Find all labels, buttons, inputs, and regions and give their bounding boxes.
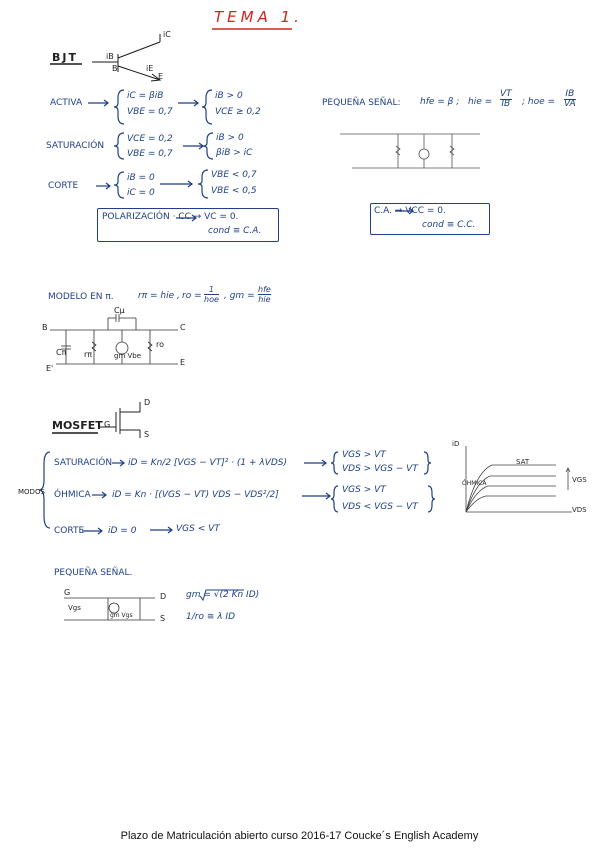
pi-r-pi: rπ — [84, 350, 93, 359]
mosfet-pin-d: D — [144, 398, 151, 407]
activa-label: ACTIVA — [50, 98, 83, 108]
corte-cond2: iC = 0 — [127, 188, 155, 198]
mosfet-heading: MOSFET — [52, 419, 103, 432]
page-title: TEMA 1. — [214, 8, 303, 26]
bjt-pin-b: B — [112, 64, 118, 73]
hoe-fraction — [564, 90, 576, 109]
gm-prefix: , gm = — [224, 291, 255, 301]
pi-node-e: E — [180, 358, 186, 367]
hfe-eq: hfe = β ; — [420, 97, 460, 107]
bjt-pin-ib: iB — [106, 52, 114, 61]
hoe-prefix: ; hoe = — [522, 97, 556, 107]
mos-ss-node-g: G — [64, 588, 71, 597]
iv-graph-x-label: VDS — [572, 506, 587, 514]
corte-label: CORTE — [48, 181, 79, 191]
bjt-heading: BJT — [52, 51, 78, 64]
ro-den: hoe — [204, 295, 219, 304]
corte-res2: VBE < 0,5 — [211, 186, 257, 196]
pi-r-o: ro — [156, 340, 165, 349]
mos-ss-vgs: Vgs — [68, 604, 81, 612]
hie-den: IB — [501, 99, 511, 109]
hoe-num: IB — [565, 89, 575, 99]
mos-sat-cond1: VGS > VT — [342, 450, 386, 460]
mos-sat-eq: iD = Kn/2 [VGS − VT]² · (1 + λVDS) — [128, 458, 288, 468]
iv-graph-vgs-label: VGS — [572, 476, 587, 484]
iv-graph-sat-label: SAT — [516, 458, 530, 466]
bjt-pin-e: E — [158, 72, 164, 81]
mos-ohm-cond1: VGS > VT — [342, 485, 386, 495]
mos-small-signal-heading: PEQUEÑA SEÑAL. — [54, 568, 133, 578]
mosfet-iv-graph — [466, 446, 572, 512]
saturacion-cond1: VCE = 0,2 — [127, 134, 173, 144]
corte-res1: VBE < 0,7 — [211, 170, 257, 180]
bjt-symbol — [92, 34, 160, 81]
bjt-small-signal-circuit — [340, 134, 480, 168]
pi-node-e2: E' — [46, 364, 54, 373]
pi-node-c: C — [180, 323, 186, 332]
polarizacion-line2: cond ≡ C.A. — [208, 226, 262, 236]
hie-fraction — [500, 90, 512, 109]
pi-c-pi: Cπ — [56, 348, 67, 357]
mos-sat-label: SATURACIÓN — [54, 458, 113, 468]
pi-gm-vbe: gm Vbe — [114, 352, 142, 360]
pi-eq1: rπ = hie , — [138, 291, 180, 301]
corte-cond1: iB = 0 — [127, 173, 155, 183]
saturacion-cond2: VBE = 0,7 — [127, 149, 173, 159]
polarizacion-line1: POLARIZACIÓN · CC → VC = 0. — [102, 212, 239, 222]
activa-cond2: VBE = 0,7 — [127, 107, 173, 117]
saturacion-res2: βiB > iC — [216, 148, 253, 158]
mos-corte-eq: iD = 0 — [108, 526, 137, 536]
ro-num: 1 — [204, 285, 219, 295]
mos-ss-source: gm Vgs — [110, 612, 133, 619]
mos-corte-label: CORTE — [54, 526, 85, 536]
mos-ohm-eq: iD = Kn · [(VGS − VT) VDS − VDS²/2] — [112, 490, 279, 500]
activa-res2: VCE ≥ 0,2 — [215, 107, 261, 117]
mosfet-pin-g: G — [104, 420, 111, 429]
hie-num: VT — [500, 89, 512, 99]
mos-corte-cond: VGS < VT — [176, 524, 220, 534]
mos-ohm-cond2: VDS < VGS − VT — [342, 502, 418, 512]
mos-ss-node-d: D — [160, 592, 167, 601]
ro-prefix: ro = — [182, 291, 202, 301]
ca-line1: C.A. → VCC = 0. — [374, 206, 446, 216]
gm-num: hfe — [258, 285, 271, 294]
saturacion-res1: iB > 0 — [216, 133, 244, 143]
saturacion-label: SATURACIÓN — [46, 141, 105, 151]
activa-res1: iB > 0 — [215, 91, 243, 101]
pi-node-b: B — [42, 323, 48, 332]
bjt-pin-c: iC — [163, 30, 171, 39]
mos-sat-cond2: VDS > VGS − VT — [342, 464, 418, 474]
modos-label: MODOS — [18, 488, 45, 496]
iv-graph-y-label: iD — [452, 440, 460, 448]
mosfet-pin-s: S — [144, 430, 150, 439]
page-footer: Plazo de Matriculación abierto curso 2016-17 Coucke´s English Academy — [120, 830, 479, 842]
pi-c-mu: Cμ — [114, 306, 125, 315]
ca-line2: cond ≡ C.C. — [422, 220, 476, 230]
hie-prefix: hie = — [468, 97, 493, 107]
gm-den: hie — [258, 295, 271, 304]
bjt-arrows — [88, 100, 413, 221]
ro-fraction — [204, 285, 219, 304]
mos-ohm-label: ÓHMICA — [54, 490, 91, 500]
hoe-den: VA — [564, 99, 576, 109]
small-signal-heading: PEQUEÑA SEÑAL: — [322, 98, 401, 108]
pi-model-heading: MODELO EN π. — [48, 292, 114, 302]
mos-ss-node-s: S — [160, 614, 166, 623]
mos-ro-eq: 1/ro ≅ λ ID — [186, 612, 235, 622]
gm-fraction — [258, 285, 271, 304]
activa-cond1: iC = βiB — [127, 91, 164, 101]
bjt-pin-ie: iE — [146, 64, 154, 73]
iv-graph-ohm-label: ÓHMICA — [462, 480, 487, 487]
mos-gm-eq: gm = √(2 Kn ID) — [186, 590, 260, 600]
